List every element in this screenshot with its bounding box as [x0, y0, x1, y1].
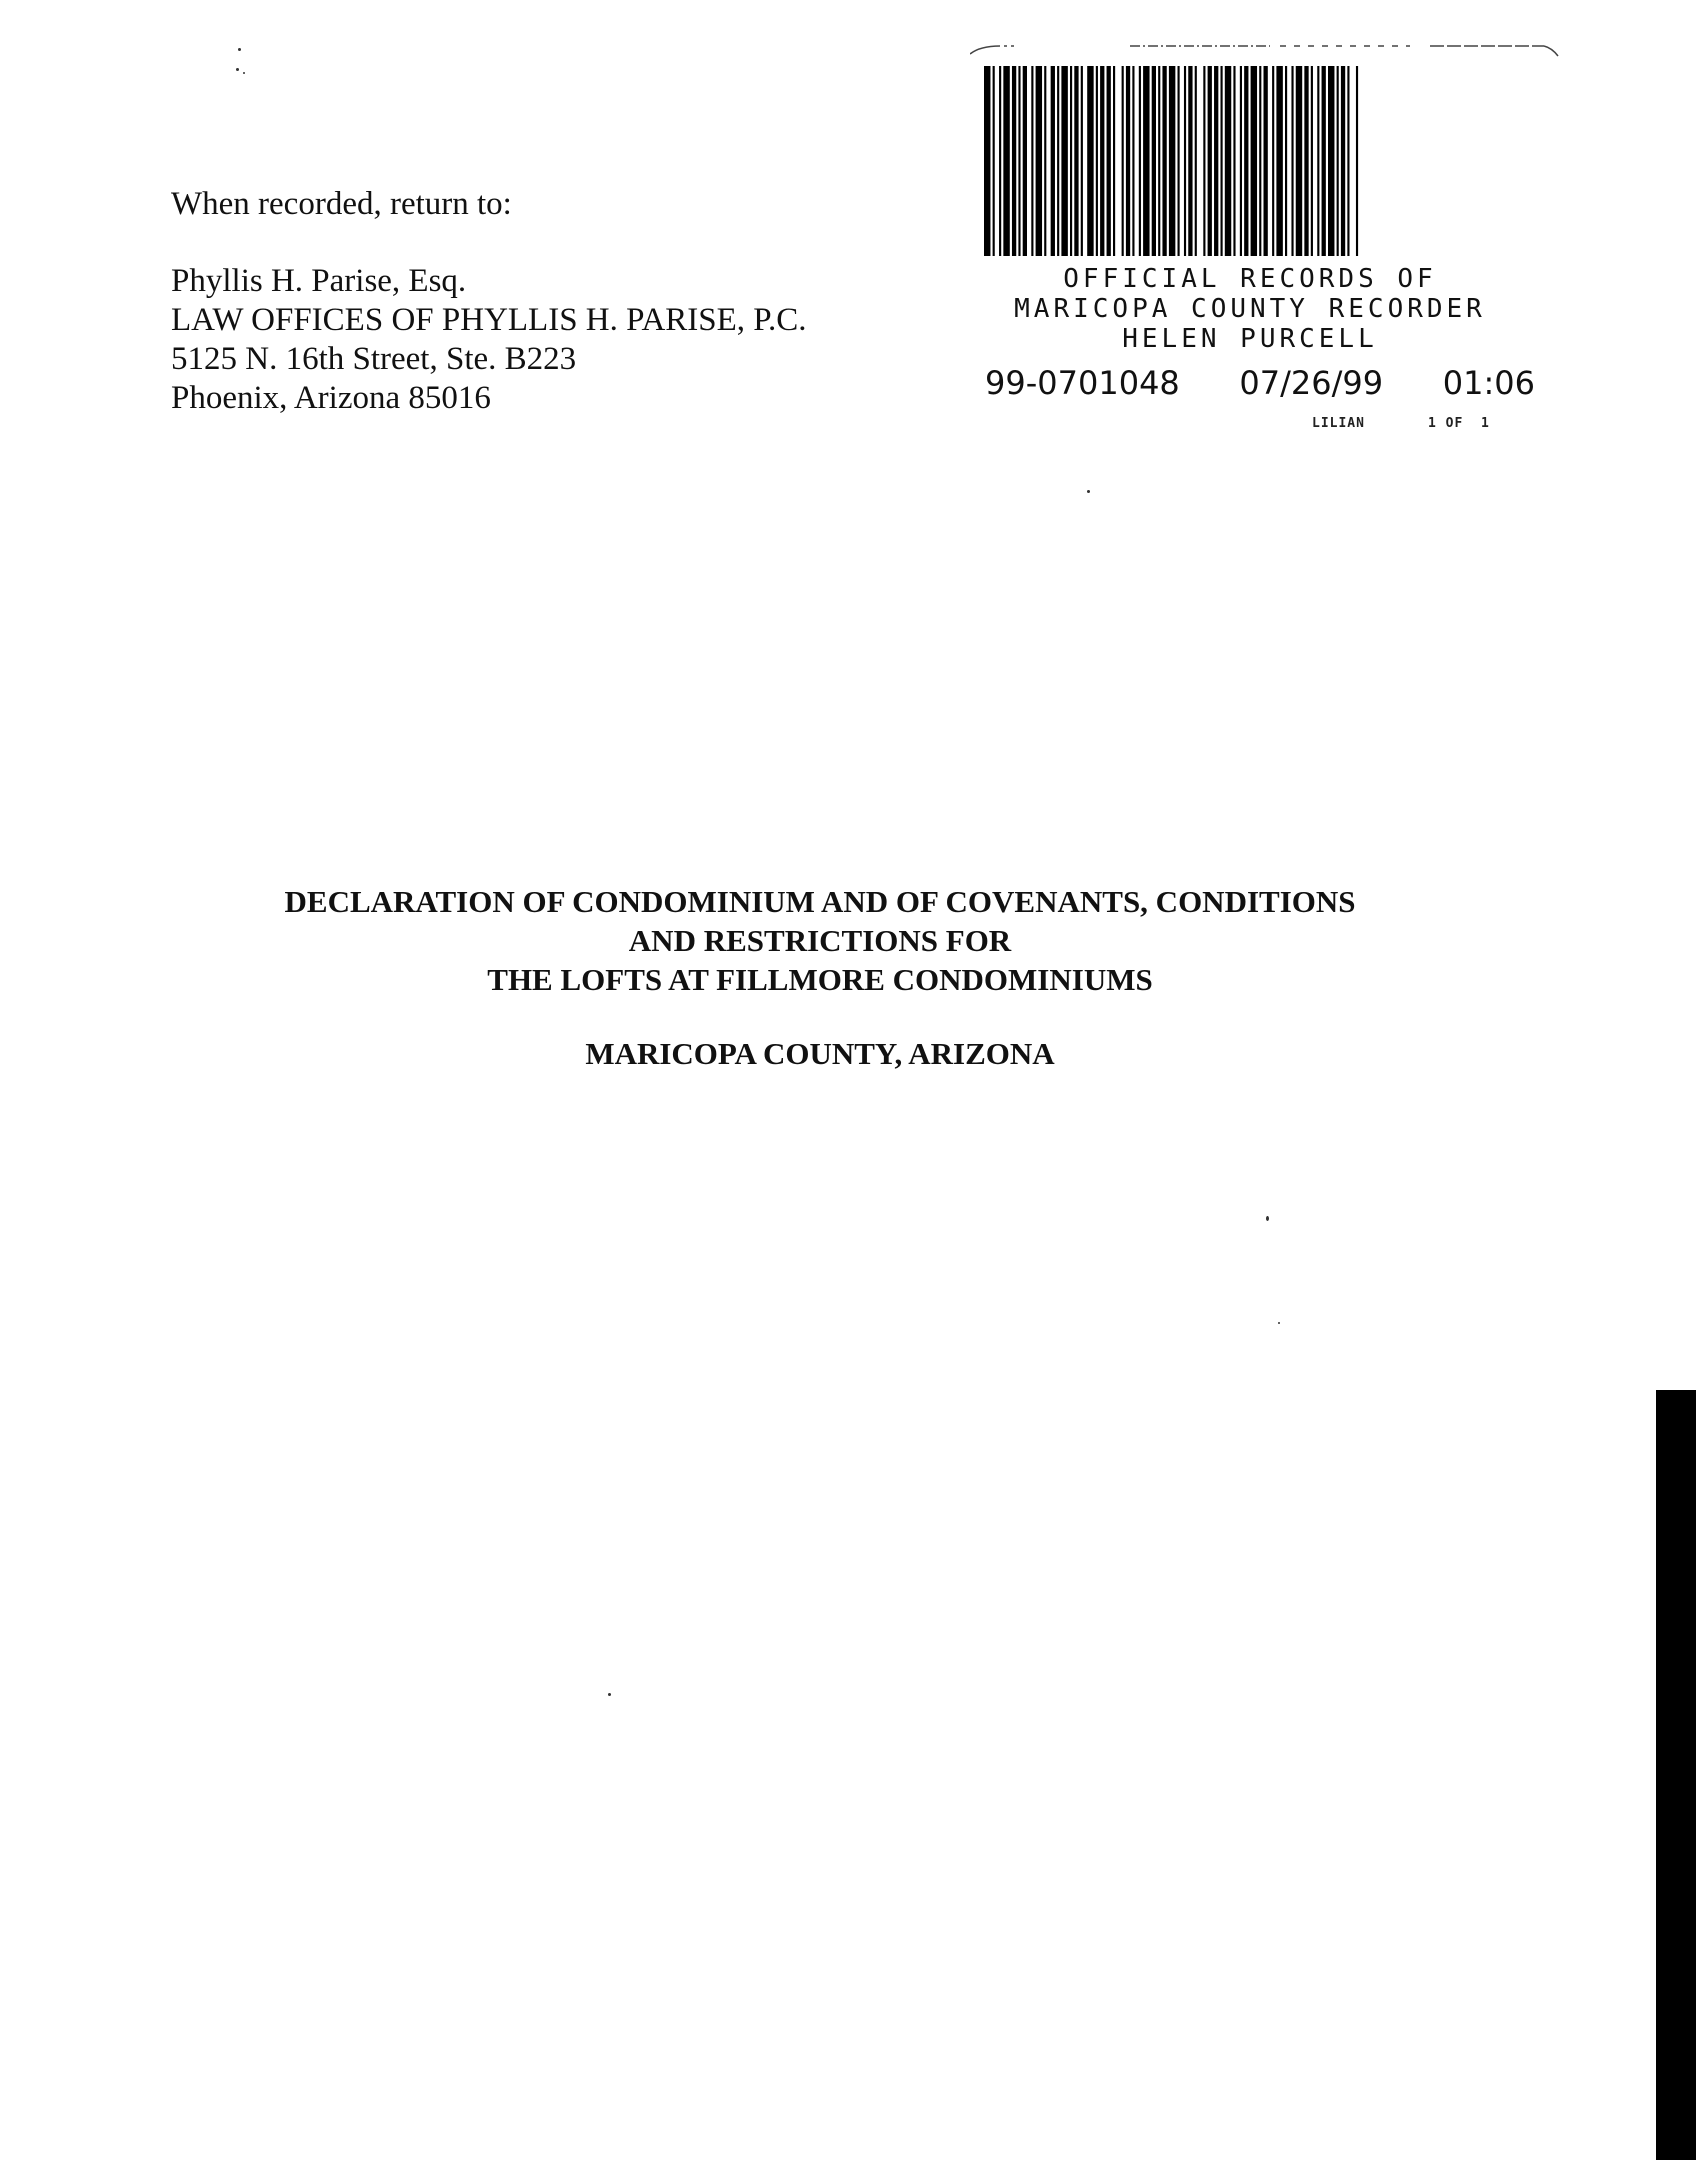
scan-edge	[1656, 1390, 1696, 2160]
barcode-bar	[1233, 66, 1235, 256]
stamp-border-dashes	[970, 38, 1560, 58]
barcode-bar	[1304, 66, 1308, 256]
document-county: MARICOPA COUNTY, ARIZONA	[585, 1036, 1055, 1071]
barcode-bar	[1012, 66, 1016, 256]
barcode-bar	[1214, 66, 1218, 256]
barcode-bar	[1143, 66, 1149, 256]
barcode-bar	[1317, 66, 1319, 256]
barcode-bar	[1070, 66, 1072, 256]
scan-speck	[1087, 490, 1090, 493]
barcode-bar	[1057, 66, 1059, 256]
barcode-bar	[1023, 66, 1027, 256]
barcode-bar	[1003, 66, 1009, 256]
barcode-bar	[1356, 66, 1358, 256]
barcode-bar	[1169, 66, 1175, 256]
barcode-bar	[1276, 66, 1282, 256]
barcode-bar	[1291, 66, 1293, 256]
barcode-bar	[1036, 66, 1042, 256]
barcode-bar	[1158, 66, 1160, 256]
return-address	[171, 262, 807, 418]
barcode-bar	[1184, 66, 1186, 256]
barcode-bar	[1107, 66, 1111, 256]
barcode-bar	[1240, 66, 1242, 256]
return-to-label: When recorded, return to:	[171, 186, 512, 222]
barcode-bar	[1100, 66, 1104, 256]
stamp-recorder-name: HELEN PURCELL	[1122, 324, 1378, 354]
barcode-bar	[1195, 66, 1197, 256]
barcode-bar	[1337, 66, 1339, 256]
recording-date: 07/26/99	[1239, 364, 1384, 402]
barcode-bar	[1328, 66, 1334, 256]
scan-speck	[238, 48, 241, 51]
title-line: AND RESTRICTIONS FOR	[628, 923, 1012, 958]
barcode-bar	[984, 66, 990, 256]
scan-speck	[1266, 1216, 1269, 1221]
barcode-bar	[1347, 66, 1349, 256]
barcode-bar	[1244, 66, 1248, 256]
barcode-bar	[1081, 66, 1083, 256]
barcode-bar	[1341, 66, 1345, 256]
barcode-bar	[1296, 66, 1302, 256]
barcode-bar	[1018, 66, 1020, 256]
barcode-bar	[1044, 66, 1046, 256]
barcode	[984, 66, 1480, 256]
barcode-bar	[1285, 66, 1287, 256]
title-line: DECLARATION OF CONDOMINIUM AND OF COVENANTS, CONDITIONS	[284, 884, 1356, 919]
barcode-bar	[1087, 66, 1093, 256]
law-office-name: LAW OFFICES OF PHYLLIS H. PARISE, P.C.	[171, 302, 807, 338]
barcode-bar	[1203, 66, 1205, 256]
page-count: 1 OF 1	[1428, 416, 1490, 431]
scan-speck	[236, 68, 239, 71]
attorney-name: Phyllis H. Parise, Esq.	[171, 263, 467, 299]
barcode-bar	[999, 66, 1001, 256]
barcode-bar	[1221, 66, 1223, 256]
barcode-bar	[993, 66, 995, 256]
document-number: 99-0701048	[985, 364, 1180, 402]
barcode-bar	[1162, 66, 1166, 256]
clerk-initials: LILIAN	[1312, 416, 1365, 431]
barcode-bar	[1259, 66, 1261, 256]
scan-speck	[243, 72, 245, 74]
barcode-bar	[1188, 66, 1192, 256]
barcode-bar	[1178, 66, 1180, 256]
barcode-bar	[1051, 66, 1055, 256]
barcode-bar	[1031, 66, 1033, 256]
barcode-bar	[1322, 66, 1326, 256]
barcode-bar	[1113, 66, 1115, 256]
recording-info	[985, 364, 1535, 402]
document-title	[200, 882, 1440, 999]
barcode-bar	[1074, 66, 1078, 256]
barcode-bar	[1208, 66, 1212, 256]
barcode-bar	[1225, 66, 1231, 256]
city-state-zip: Phoenix, Arizona 85016	[171, 380, 491, 416]
scan-speck	[608, 1693, 611, 1696]
stamp-official-records: OFFICIAL RECORDS OF	[1063, 264, 1437, 294]
barcode-bar	[1251, 66, 1257, 256]
barcode-bar	[1139, 66, 1141, 256]
barcode-bar	[1126, 66, 1130, 256]
recording-time: 01:06	[1442, 364, 1535, 402]
barcode-bar	[1311, 66, 1313, 256]
barcode-bar	[1132, 66, 1134, 256]
street-address: 5125 N. 16th Street, Ste. B223	[171, 341, 577, 377]
barcode-bar	[1152, 66, 1156, 256]
scan-speck	[1278, 1322, 1280, 1324]
barcode-bar	[1061, 66, 1067, 256]
stamp-county-recorder: MARICOPA COUNTY RECORDER	[1014, 294, 1486, 324]
barcode-bar	[1272, 66, 1274, 256]
barcode-bar	[1096, 66, 1098, 256]
title-line: THE LOFTS AT FILLMORE CONDOMINIUMS	[487, 962, 1153, 997]
barcode-bar	[1264, 66, 1268, 256]
barcode-bar	[1122, 66, 1124, 256]
